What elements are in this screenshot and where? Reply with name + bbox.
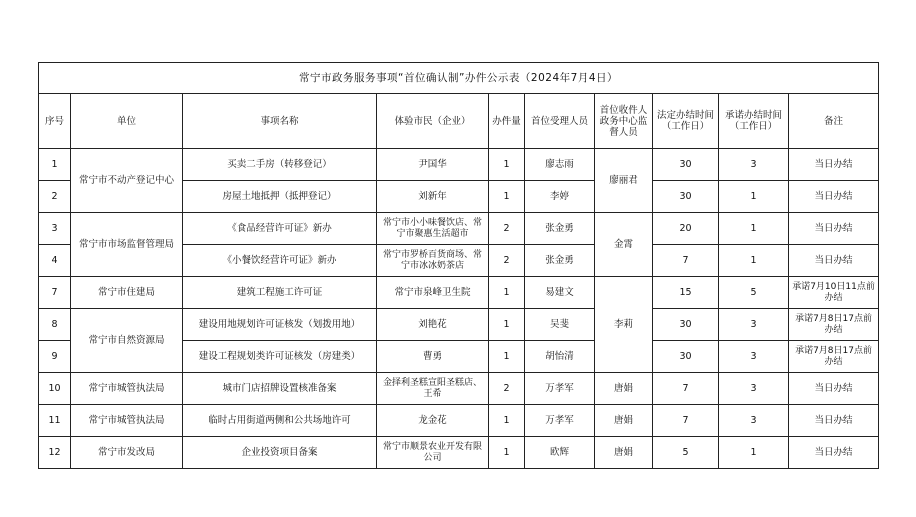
cell-unit: 常宁市发改局 [71,437,183,469]
cell-seq: 8 [39,309,71,341]
header-unit: 单位 [71,94,183,149]
cell-remark: 当日办结 [789,245,879,277]
cell-supervisor: 唐娟 [595,405,653,437]
cell-handler: 胡怡清 [525,341,595,373]
cell-remark: 承诺7月8日17点前办结 [789,341,879,373]
cell-count: 1 [489,341,525,373]
cell-legal: 7 [653,405,719,437]
cell-remark: 当日办结 [789,373,879,405]
cell-legal: 7 [653,373,719,405]
cell-count: 1 [489,149,525,181]
header-count: 办件量 [489,94,525,149]
cell-applicant: 金择利圣糕宣阳圣糕店、王希 [377,373,489,405]
cell-count: 2 [489,245,525,277]
cell-supervisor: 唐娟 [595,373,653,405]
cell-unit: 常宁市自然资源局 [71,309,183,373]
cell-promised: 3 [719,405,789,437]
cell-applicant: 常宁市顺景农业开发有限公司 [377,437,489,469]
cell-item: 买卖二手房（转移登记） [183,149,377,181]
cell-promised: 1 [719,181,789,213]
cell-item: 《食品经营许可证》新办 [183,213,377,245]
header-applicant: 体验市民（企业） [377,94,489,149]
cell-unit: 常宁市不动产登记中心 [71,149,183,213]
cell-applicant: 常宁市小小味餐饮店、常宁市聚惠生活超市 [377,213,489,245]
cell-legal: 30 [653,341,719,373]
notice-table [38,62,879,469]
cell-item: 临时占用街道两侧和公共场地许可 [183,405,377,437]
cell-seq: 1 [39,149,71,181]
cell-handler: 万孝军 [525,373,595,405]
cell-legal: 15 [653,277,719,309]
table-row [39,149,879,181]
header-remark: 备注 [789,94,879,149]
cell-handler: 欧辉 [525,437,595,469]
cell-seq: 7 [39,277,71,309]
cell-item: 城市门店招牌设置核准备案 [183,373,377,405]
cell-legal: 30 [653,309,719,341]
cell-legal: 5 [653,437,719,469]
table-title: 常宁市政务服务事项“首位确认制”办件公示表（2024年7月4日） [39,63,879,94]
cell-seq: 10 [39,373,71,405]
cell-applicant: 龙金花 [377,405,489,437]
cell-seq: 3 [39,213,71,245]
cell-supervisor: 廖丽君 [595,149,653,213]
cell-remark: 承诺7月10日11点前办结 [789,277,879,309]
cell-handler: 吴斐 [525,309,595,341]
cell-applicant: 曹勇 [377,341,489,373]
cell-seq: 2 [39,181,71,213]
cell-handler: 廖志雨 [525,149,595,181]
cell-supervisor: 唐娟 [595,437,653,469]
header-row [39,94,879,149]
cell-applicant: 常宁市泉峰卫生院 [377,277,489,309]
cell-applicant: 常宁市罗桥百货商场、常宁市冰冰奶茶店 [377,245,489,277]
cell-promised: 3 [719,373,789,405]
header-promised-days: 承诺办结时间（工作日） [719,94,789,149]
cell-count: 2 [489,373,525,405]
table-row [39,277,879,309]
cell-handler: 张金勇 [525,245,595,277]
cell-applicant: 刘新年 [377,181,489,213]
cell-count: 1 [489,181,525,213]
header-item: 事项名称 [183,94,377,149]
cell-seq: 11 [39,405,71,437]
header-supervisor: 首位收件人政务中心监督人员 [595,94,653,149]
cell-legal: 30 [653,181,719,213]
cell-count: 1 [489,405,525,437]
cell-promised: 3 [719,341,789,373]
header-seq: 序号 [39,94,71,149]
cell-seq: 4 [39,245,71,277]
cell-remark: 当日办结 [789,213,879,245]
cell-item: 建设工程规划类许可证核发（房建类） [183,341,377,373]
cell-item: 房屋土地抵押（抵押登记） [183,181,377,213]
cell-seq: 12 [39,437,71,469]
cell-promised: 3 [719,149,789,181]
cell-handler: 万孝军 [525,405,595,437]
table-row [39,405,879,437]
cell-remark: 当日办结 [789,149,879,181]
cell-promised: 3 [719,309,789,341]
header-first-handler: 首位受理人员 [525,94,595,149]
cell-remark: 承诺7月8日17点前办结 [789,309,879,341]
cell-item: 建筑工程施工许可证 [183,277,377,309]
cell-promised: 5 [719,277,789,309]
cell-handler: 李婷 [525,181,595,213]
notice-sheet [38,62,878,469]
table-row [39,373,879,405]
cell-count: 2 [489,213,525,245]
cell-promised: 1 [719,437,789,469]
cell-legal: 7 [653,245,719,277]
cell-applicant: 尹国华 [377,149,489,181]
cell-promised: 1 [719,213,789,245]
table-row [39,309,879,341]
cell-applicant: 刘艳花 [377,309,489,341]
cell-unit: 常宁市住建局 [71,277,183,309]
cell-remark: 当日办结 [789,181,879,213]
cell-promised: 1 [719,245,789,277]
cell-count: 1 [489,309,525,341]
table-row [39,437,879,469]
cell-count: 1 [489,437,525,469]
cell-handler: 张金勇 [525,213,595,245]
cell-unit: 常宁市市场监督管理局 [71,213,183,277]
cell-seq: 9 [39,341,71,373]
cell-supervisor: 李莉 [595,277,653,373]
cell-handler: 易建文 [525,277,595,309]
cell-count: 1 [489,277,525,309]
cell-item: 企业投资项目备案 [183,437,377,469]
cell-remark: 当日办结 [789,437,879,469]
cell-remark: 当日办结 [789,405,879,437]
header-legal-days: 法定办结时间（工作日） [653,94,719,149]
cell-item: 建设用地规划许可证核发（划拨用地） [183,309,377,341]
cell-unit: 常宁市城管执法局 [71,373,183,405]
cell-legal: 20 [653,213,719,245]
table-row [39,213,879,245]
cell-legal: 30 [653,149,719,181]
cell-item: 《小餐饮经营许可证》新办 [183,245,377,277]
cell-supervisor: 金霄 [595,213,653,277]
cell-unit: 常宁市城管执法局 [71,405,183,437]
